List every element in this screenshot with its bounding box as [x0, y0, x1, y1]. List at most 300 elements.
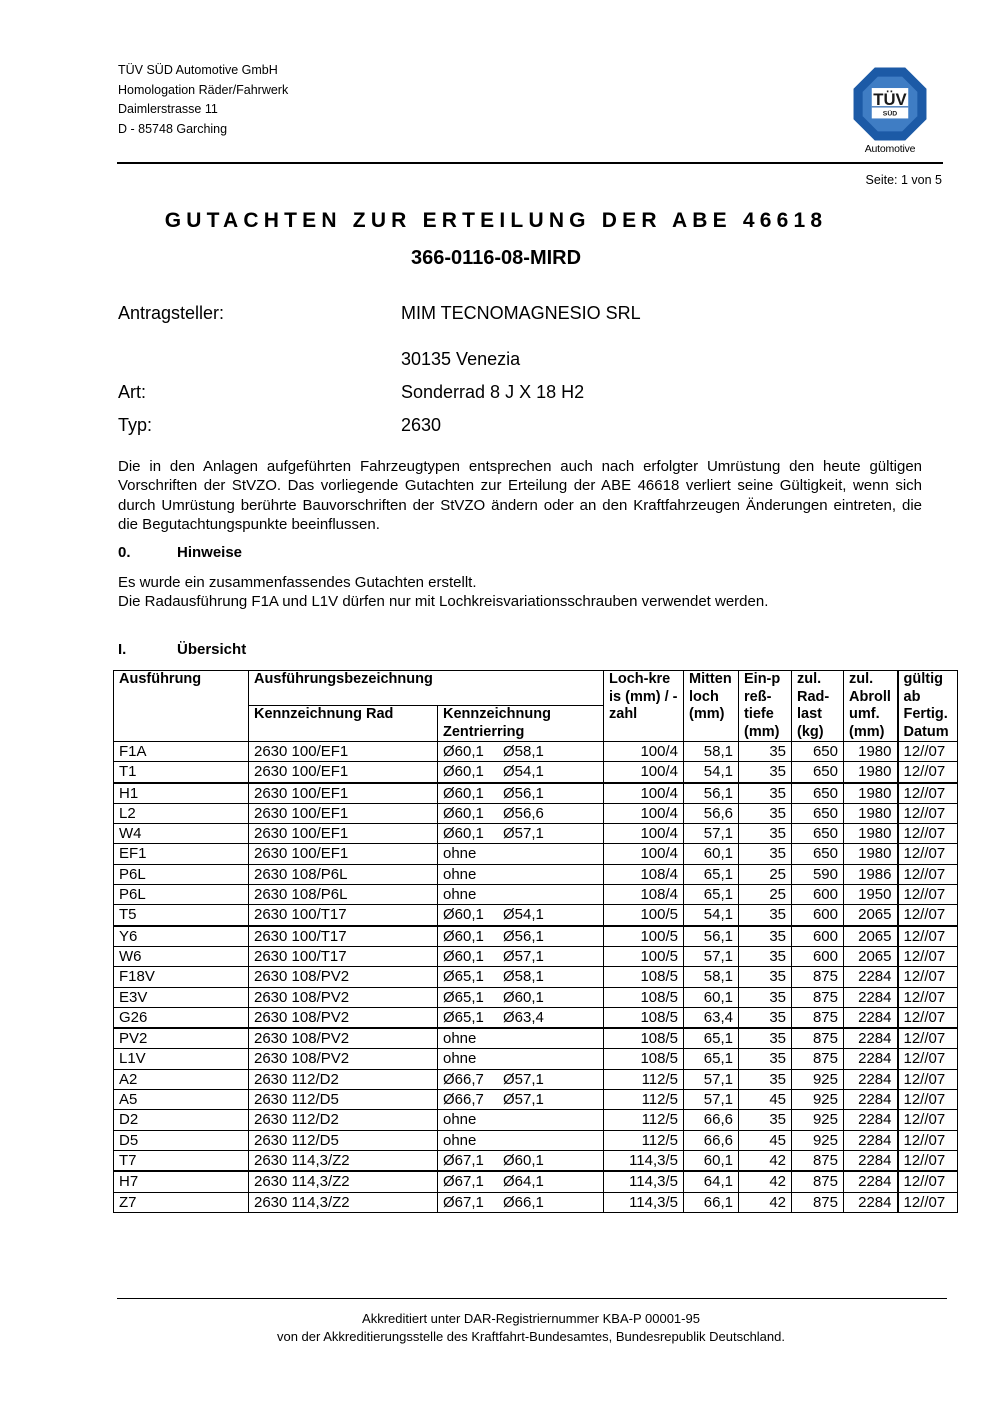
cell-lochkreis: 100/4 — [604, 844, 684, 864]
cell-ausfuehrung: W6 — [114, 946, 249, 966]
tuev-sued-octagon-logo-icon — [852, 66, 928, 142]
overview-table — [113, 670, 958, 1213]
ring-outer-diameter: Ø67,1 — [443, 1193, 484, 1211]
cell-lochkreis: 100/5 — [604, 905, 684, 926]
cell-abrollumfang: 2284 — [844, 1192, 898, 1212]
cell-ausfuehrung: L1V — [114, 1049, 249, 1069]
field-label: Art: — [118, 382, 147, 402]
header-kennzeichnung-zentrierring: Kennzeichnung Zentrierring — [438, 706, 604, 742]
note-line: Die Radausführung F1A und L1V dürfen nur mit Lochkreisvariationsschrauben verwendet werden. — [118, 593, 769, 611]
cell-abrollumfang: 2065 — [844, 905, 898, 926]
cell-gueltig-ab: 12//07 — [898, 987, 958, 1007]
cell-radlast: 875 — [792, 1007, 844, 1028]
cell-gueltig-ab: 12//07 — [898, 783, 958, 804]
cell-gueltig-ab: 12//07 — [898, 1049, 958, 1069]
cell-kennzeichnung-rad: 2630 112/D5 — [249, 1130, 438, 1150]
cell-zentrierring — [438, 1090, 604, 1110]
cell-ausfuehrung: F18V — [114, 967, 249, 987]
ring-inner-diameter: Ø60,1 — [503, 988, 544, 1006]
table-row — [114, 742, 958, 762]
cell-abrollumfang: 2284 — [844, 1171, 898, 1192]
ring-inner-diameter: Ø58,1 — [503, 968, 544, 986]
cell-gueltig-ab: 12//07 — [898, 1090, 958, 1110]
cell-ausfuehrung: H1 — [114, 783, 249, 804]
cell-ausfuehrung: T1 — [114, 762, 249, 783]
cell-lochkreis: 100/5 — [604, 946, 684, 966]
cell-zentrierring — [438, 1110, 604, 1130]
ring-outer-diameter: ohne — [443, 1111, 477, 1129]
cell-abrollumfang: 1980 — [844, 762, 898, 783]
cell-lochkreis: 112/5 — [604, 1130, 684, 1150]
cell-ausfuehrung: A5 — [114, 1090, 249, 1110]
cell-zentrierring — [438, 1171, 604, 1192]
cell-ausfuehrung: P6L — [114, 885, 249, 905]
issuer-address — [118, 61, 288, 139]
cell-lochkreis: 108/4 — [604, 885, 684, 905]
ring-outer-diameter: Ø60,1 — [443, 804, 484, 822]
cell-gueltig-ab: 12//07 — [898, 762, 958, 783]
cell-lochkreis: 114,3/5 — [604, 1192, 684, 1212]
document-title: GUTACHTEN ZUR ERTEILUNG DER ABE 46618 — [164, 209, 828, 232]
cell-gueltig-ab: 12//07 — [898, 844, 958, 864]
cell-kennzeichnung-rad: 2630 108/PV2 — [249, 1007, 438, 1028]
cell-lochkreis: 108/5 — [604, 967, 684, 987]
footer-line: von der Akkreditierungsstelle des Kraftfahrt-Bundesamtes, Bundesrepublik Deutschland. — [276, 1329, 785, 1344]
cell-zentrierring — [438, 1049, 604, 1069]
address-line: D - 85748 Garching — [118, 121, 228, 136]
ring-outer-diameter: Ø60,1 — [443, 784, 484, 802]
cell-gueltig-ab: 12//07 — [898, 967, 958, 987]
ring-outer-diameter: Ø60,1 — [443, 825, 484, 843]
cell-einpresstiefe: 35 — [739, 1007, 792, 1028]
cell-abrollumfang: 1980 — [844, 783, 898, 804]
cell-abrollumfang: 2284 — [844, 1069, 898, 1089]
cell-mittenloch: 65,1 — [684, 1028, 739, 1049]
cell-mittenloch: 66,1 — [684, 1192, 739, 1212]
cell-lochkreis: 108/5 — [604, 1049, 684, 1069]
table-row — [114, 885, 958, 905]
cell-lochkreis: 108/5 — [604, 1028, 684, 1049]
table-row — [114, 864, 958, 884]
cell-kennzeichnung-rad: 2630 114,3/Z2 — [249, 1150, 438, 1171]
cell-radlast: 875 — [792, 1192, 844, 1212]
header-mittenloch: Mitten loch (mm) — [684, 671, 739, 742]
cell-radlast: 875 — [792, 967, 844, 987]
cell-radlast: 650 — [792, 844, 844, 864]
cell-mittenloch: 65,1 — [684, 885, 739, 905]
section-title: Hinweise — [177, 544, 243, 561]
cell-gueltig-ab: 12//07 — [898, 926, 958, 947]
cell-einpresstiefe: 45 — [739, 1130, 792, 1150]
cell-zentrierring — [438, 1069, 604, 1089]
cell-gueltig-ab: 12//07 — [898, 1171, 958, 1192]
cell-abrollumfang: 2284 — [844, 1150, 898, 1171]
tuev-logo — [846, 66, 934, 155]
cell-lochkreis: 100/4 — [604, 783, 684, 804]
cell-einpresstiefe: 35 — [739, 844, 792, 864]
cell-abrollumfang: 1980 — [844, 803, 898, 823]
ring-inner-diameter: Ø56,6 — [503, 804, 544, 822]
cell-lochkreis: 108/5 — [604, 1007, 684, 1028]
cell-radlast: 590 — [792, 864, 844, 884]
cell-kennzeichnung-rad: 2630 108/P6L — [249, 864, 438, 884]
header-lochkreis: Loch-kre is (mm) / -zahl — [604, 671, 684, 742]
cell-abrollumfang: 2065 — [844, 926, 898, 947]
cell-zentrierring — [438, 1007, 604, 1028]
table-row — [114, 1069, 958, 1089]
cell-mittenloch: 60,1 — [684, 844, 739, 864]
ring-inner-diameter: Ø57,1 — [503, 825, 544, 843]
cell-mittenloch: 65,1 — [684, 1049, 739, 1069]
ring-outer-diameter: Ø60,1 — [443, 947, 484, 965]
cell-lochkreis: 100/4 — [604, 803, 684, 823]
ring-outer-diameter: Ø60,1 — [443, 763, 484, 781]
cell-kennzeichnung-rad: 2630 100/T17 — [249, 905, 438, 926]
header-ausfuehrungsbezeichnung: Ausführungsbezeichnung — [249, 671, 604, 706]
cell-zentrierring — [438, 1028, 604, 1049]
field-label: Antragsteller: — [118, 303, 225, 323]
ring-outer-diameter: ohne — [443, 1131, 477, 1149]
header-gueltig: gültig ab Fertig. Datum — [898, 671, 958, 742]
ring-outer-diameter: Ø65,1 — [443, 968, 484, 986]
cell-abrollumfang: 2284 — [844, 1007, 898, 1028]
cell-zentrierring — [438, 885, 604, 905]
cell-mittenloch: 54,1 — [684, 762, 739, 783]
cell-abrollumfang: 2284 — [844, 967, 898, 987]
cell-ausfuehrung: T5 — [114, 905, 249, 926]
cell-zentrierring — [438, 762, 604, 783]
section-number: I. — [118, 641, 127, 658]
cell-zentrierring — [438, 824, 604, 844]
cell-lochkreis: 114,3/5 — [604, 1171, 684, 1192]
cell-mittenloch: 58,1 — [684, 967, 739, 987]
cell-zentrierring — [438, 946, 604, 966]
page-indicator: Seite: 1 von 5 — [865, 173, 942, 187]
footer-accreditation — [0, 1310, 992, 1346]
cell-zentrierring — [438, 1130, 604, 1150]
document-reference: 366-0116-08-MIRD — [410, 247, 582, 269]
cell-zentrierring — [438, 1192, 604, 1212]
ring-outer-diameter: Ø65,1 — [443, 988, 484, 1006]
field-label: Typ: — [118, 415, 153, 435]
cell-kennzeichnung-rad: 2630 112/D2 — [249, 1110, 438, 1130]
cell-radlast: 650 — [792, 803, 844, 823]
cell-ausfuehrung: D2 — [114, 1110, 249, 1130]
cell-einpresstiefe: 42 — [739, 1171, 792, 1192]
cell-kennzeichnung-rad: 2630 114,3/Z2 — [249, 1171, 438, 1192]
table-row — [114, 1192, 958, 1212]
cell-kennzeichnung-rad: 2630 108/P6L — [249, 885, 438, 905]
field-value: 2630 — [401, 415, 442, 435]
section-heading-hinweise — [118, 544, 242, 561]
ring-outer-diameter: ohne — [443, 865, 477, 883]
ring-outer-diameter: Ø66,7 — [443, 1091, 484, 1109]
ring-outer-diameter: Ø60,1 — [443, 906, 484, 924]
address-line: Homologation Räder/Fahrwerk — [118, 82, 289, 97]
ring-inner-diameter: Ø54,1 — [503, 763, 544, 781]
cell-radlast: 875 — [792, 1049, 844, 1069]
cell-einpresstiefe: 35 — [739, 762, 792, 783]
cell-ausfuehrung: A2 — [114, 1069, 249, 1089]
cell-mittenloch: 56,1 — [684, 926, 739, 947]
section-title: Übersicht — [177, 641, 247, 658]
cell-mittenloch: 60,1 — [684, 987, 739, 1007]
footer-divider — [117, 1298, 947, 1299]
cell-abrollumfang: 2284 — [844, 987, 898, 1007]
cell-einpresstiefe: 35 — [739, 783, 792, 804]
cell-abrollumfang: 2284 — [844, 1090, 898, 1110]
table-row — [114, 905, 958, 926]
cell-lochkreis: 100/4 — [604, 762, 684, 783]
cell-abrollumfang: 1980 — [844, 844, 898, 864]
cell-mittenloch: 57,1 — [684, 1090, 739, 1110]
header-divider — [117, 162, 943, 164]
cell-abrollumfang: 1980 — [844, 742, 898, 762]
cell-einpresstiefe: 35 — [739, 987, 792, 1007]
cell-einpresstiefe: 35 — [739, 926, 792, 947]
cell-kennzeichnung-rad: 2630 100/EF1 — [249, 844, 438, 864]
field-value: Sonderrad 8 J X 18 H2 — [401, 382, 585, 402]
cell-ausfuehrung: F1A — [114, 742, 249, 762]
address-line: Daimlerstrasse 11 — [118, 102, 218, 116]
cell-lochkreis: 112/5 — [604, 1110, 684, 1130]
cell-gueltig-ab: 12//07 — [898, 1130, 958, 1150]
cell-gueltig-ab: 12//07 — [898, 742, 958, 762]
ring-inner-diameter: Ø57,1 — [503, 947, 544, 965]
cell-abrollumfang: 2065 — [844, 946, 898, 966]
table-row — [114, 803, 958, 823]
ring-inner-diameter: Ø60,1 — [503, 1151, 544, 1169]
cell-zentrierring — [438, 844, 604, 864]
cell-einpresstiefe: 35 — [739, 905, 792, 926]
cell-abrollumfang: 2284 — [844, 1110, 898, 1130]
cell-einpresstiefe: 35 — [739, 1069, 792, 1089]
cell-ausfuehrung: E3V — [114, 987, 249, 1007]
table-row — [114, 967, 958, 987]
cell-gueltig-ab: 12//07 — [898, 824, 958, 844]
cell-radlast: 650 — [792, 742, 844, 762]
cell-abrollumfang: 2284 — [844, 1130, 898, 1150]
ring-inner-diameter: Ø58,1 — [503, 743, 544, 760]
hinweise-text — [118, 573, 768, 612]
cell-zentrierring — [438, 926, 604, 947]
cell-kennzeichnung-rad: 2630 100/EF1 — [249, 762, 438, 783]
cell-zentrierring — [438, 864, 604, 884]
cell-radlast: 875 — [792, 1171, 844, 1192]
cell-einpresstiefe: 42 — [739, 1150, 792, 1171]
ring-outer-diameter: Ø65,1 — [443, 1008, 484, 1026]
cell-zentrierring — [438, 783, 604, 804]
cell-radlast: 925 — [792, 1110, 844, 1130]
cell-radlast: 650 — [792, 824, 844, 844]
cell-kennzeichnung-rad: 2630 108/PV2 — [249, 967, 438, 987]
cell-einpresstiefe: 35 — [739, 803, 792, 823]
section-heading-uebersicht — [118, 641, 246, 658]
ring-outer-diameter: Ø67,1 — [443, 1151, 484, 1169]
cell-ausfuehrung: Z7 — [114, 1192, 249, 1212]
cell-radlast: 875 — [792, 1150, 844, 1171]
cell-lochkreis: 100/4 — [604, 742, 684, 762]
cell-radlast: 650 — [792, 783, 844, 804]
cell-einpresstiefe: 35 — [739, 1049, 792, 1069]
cell-radlast: 875 — [792, 1028, 844, 1049]
cell-mittenloch: 66,6 — [684, 1110, 739, 1130]
header-kennzeichnung-rad: Kennzeichnung Rad — [249, 706, 438, 742]
cell-kennzeichnung-rad: 2630 100/T17 — [249, 926, 438, 947]
cell-ausfuehrung: Y6 — [114, 926, 249, 947]
ring-outer-diameter: Ø67,1 — [443, 1173, 484, 1191]
ring-outer-diameter: Ø60,1 — [443, 927, 484, 945]
table-row — [114, 926, 958, 947]
cell-radlast: 600 — [792, 946, 844, 966]
cell-einpresstiefe: 25 — [739, 885, 792, 905]
table-row — [114, 1049, 958, 1069]
cell-lochkreis: 114,3/5 — [604, 1150, 684, 1171]
cell-radlast: 925 — [792, 1090, 844, 1110]
cell-mittenloch: 54,1 — [684, 905, 739, 926]
cell-einpresstiefe: 35 — [739, 742, 792, 762]
ring-outer-diameter: ohne — [443, 1050, 477, 1068]
header-ausfuehrung: Ausführung — [114, 671, 249, 742]
cell-abrollumfang: 1950 — [844, 885, 898, 905]
table-row — [114, 987, 958, 1007]
table-row — [114, 824, 958, 844]
cell-mittenloch: 57,1 — [684, 1069, 739, 1089]
cell-einpresstiefe: 45 — [739, 1090, 792, 1110]
cell-abrollumfang: 2284 — [844, 1049, 898, 1069]
cell-mittenloch: 56,1 — [684, 783, 739, 804]
cell-gueltig-ab: 12//07 — [898, 885, 958, 905]
cell-gueltig-ab: 12//07 — [898, 1069, 958, 1089]
section-number: 0. — [118, 544, 131, 561]
table-row — [114, 1171, 958, 1192]
cell-kennzeichnung-rad: 2630 112/D2 — [249, 1069, 438, 1089]
cell-einpresstiefe: 35 — [739, 1028, 792, 1049]
cell-mittenloch: 58,1 — [684, 742, 739, 762]
header-radlast: zul. Rad- last (kg) — [792, 671, 844, 742]
cell-gueltig-ab: 12//07 — [898, 1110, 958, 1130]
table-row — [114, 1150, 958, 1171]
cell-zentrierring — [438, 1150, 604, 1171]
cell-radlast: 600 — [792, 926, 844, 947]
cell-mittenloch: 63,4 — [684, 1007, 739, 1028]
cell-zentrierring — [438, 967, 604, 987]
cell-mittenloch: 65,1 — [684, 864, 739, 884]
ring-outer-diameter: ohne — [443, 1030, 477, 1048]
cell-kennzeichnung-rad: 2630 100/EF1 — [249, 742, 438, 762]
table-row — [114, 1110, 958, 1130]
cell-ausfuehrung: G26 — [114, 1007, 249, 1028]
ring-inner-diameter: Ø57,1 — [503, 1070, 544, 1088]
field-value: 30135 Venezia — [401, 349, 521, 369]
cell-radlast: 925 — [792, 1069, 844, 1089]
cell-kennzeichnung-rad: 2630 112/D5 — [249, 1090, 438, 1110]
cell-ausfuehrung: H7 — [114, 1171, 249, 1192]
cell-gueltig-ab: 12//07 — [898, 864, 958, 884]
cell-lochkreis: 108/5 — [604, 987, 684, 1007]
cell-gueltig-ab: 12//07 — [898, 1007, 958, 1028]
logo-caption: Automotive — [864, 143, 916, 155]
cell-kennzeichnung-rad: 2630 100/EF1 — [249, 783, 438, 804]
cell-mittenloch: 66,6 — [684, 1130, 739, 1150]
cell-gueltig-ab: 12//07 — [898, 946, 958, 966]
ring-inner-diameter: Ø66,1 — [503, 1193, 544, 1211]
table-row — [114, 762, 958, 783]
ring-inner-diameter: Ø56,1 — [503, 784, 544, 802]
cell-gueltig-ab: 12//07 — [898, 1150, 958, 1171]
cell-kennzeichnung-rad: 2630 100/T17 — [249, 946, 438, 966]
cell-zentrierring — [438, 987, 604, 1007]
cell-kennzeichnung-rad: 2630 108/PV2 — [249, 987, 438, 1007]
overview-table-body — [114, 742, 958, 1213]
field-value: MIM TECNOMAGNESIO SRL — [401, 303, 641, 323]
cell-einpresstiefe: 35 — [739, 824, 792, 844]
cell-mittenloch: 57,1 — [684, 946, 739, 966]
cell-lochkreis: 100/4 — [604, 824, 684, 844]
cell-kennzeichnung-rad: 2630 114,3/Z2 — [249, 1192, 438, 1212]
cell-kennzeichnung-rad: 2630 108/PV2 — [249, 1028, 438, 1049]
table-row — [114, 1090, 958, 1110]
note-line: Es wurde ein zusammenfassendes Gutachten erstellt. — [118, 574, 477, 591]
header-abrollumfang: zul. Abroll umf. (mm) — [844, 671, 898, 742]
cell-abrollumfang: 1980 — [844, 824, 898, 844]
cell-lochkreis: 112/5 — [604, 1090, 684, 1110]
cell-ausfuehrung: PV2 — [114, 1028, 249, 1049]
ring-inner-diameter: Ø56,1 — [503, 927, 544, 945]
cell-einpresstiefe: 35 — [739, 946, 792, 966]
cell-kennzeichnung-rad: 2630 100/EF1 — [249, 803, 438, 823]
ring-outer-diameter: ohne — [443, 845, 477, 863]
cell-radlast: 600 — [792, 905, 844, 926]
address-line: TÜV SÜD Automotive GmbH — [118, 63, 278, 77]
cell-ausfuehrung: EF1 — [114, 844, 249, 864]
cell-ausfuehrung: W4 — [114, 824, 249, 844]
cell-einpresstiefe: 25 — [739, 864, 792, 884]
cell-ausfuehrung: D5 — [114, 1130, 249, 1150]
table-row — [114, 783, 958, 804]
svg-text:SÜD: SÜD — [882, 110, 898, 118]
cell-radlast: 600 — [792, 885, 844, 905]
cell-kennzeichnung-rad: 2630 100/EF1 — [249, 824, 438, 844]
cell-lochkreis: 112/5 — [604, 1069, 684, 1089]
table-row — [114, 844, 958, 864]
cell-abrollumfang: 2284 — [844, 1028, 898, 1049]
cell-radlast: 925 — [792, 1130, 844, 1150]
cell-mittenloch: 64,1 — [684, 1171, 739, 1192]
ring-outer-diameter: Ø60,1 — [443, 743, 484, 760]
cell-zentrierring — [438, 905, 604, 926]
cell-mittenloch: 60,1 — [684, 1150, 739, 1171]
table-row — [114, 1028, 958, 1049]
cell-einpresstiefe: 35 — [739, 1110, 792, 1130]
table-row — [114, 1007, 958, 1028]
table-row — [114, 946, 958, 966]
cell-einpresstiefe: 42 — [739, 1192, 792, 1212]
footer-line: Akkreditiert unter DAR-Registriernummer KBA-P 00001-95 — [362, 1311, 700, 1326]
cell-gueltig-ab: 12//07 — [898, 1192, 958, 1212]
cell-lochkreis: 100/5 — [604, 926, 684, 947]
cell-einpresstiefe: 35 — [739, 967, 792, 987]
ring-outer-diameter: Ø66,7 — [443, 1070, 484, 1088]
cell-abrollumfang: 1986 — [844, 864, 898, 884]
cell-ausfuehrung: P6L — [114, 864, 249, 884]
cell-ausfuehrung: L2 — [114, 803, 249, 823]
cell-radlast: 875 — [792, 987, 844, 1007]
svg-text:TÜV: TÜV — [873, 89, 907, 109]
cell-mittenloch: 57,1 — [684, 824, 739, 844]
ring-inner-diameter: Ø63,4 — [503, 1008, 544, 1026]
cell-zentrierring — [438, 803, 604, 823]
